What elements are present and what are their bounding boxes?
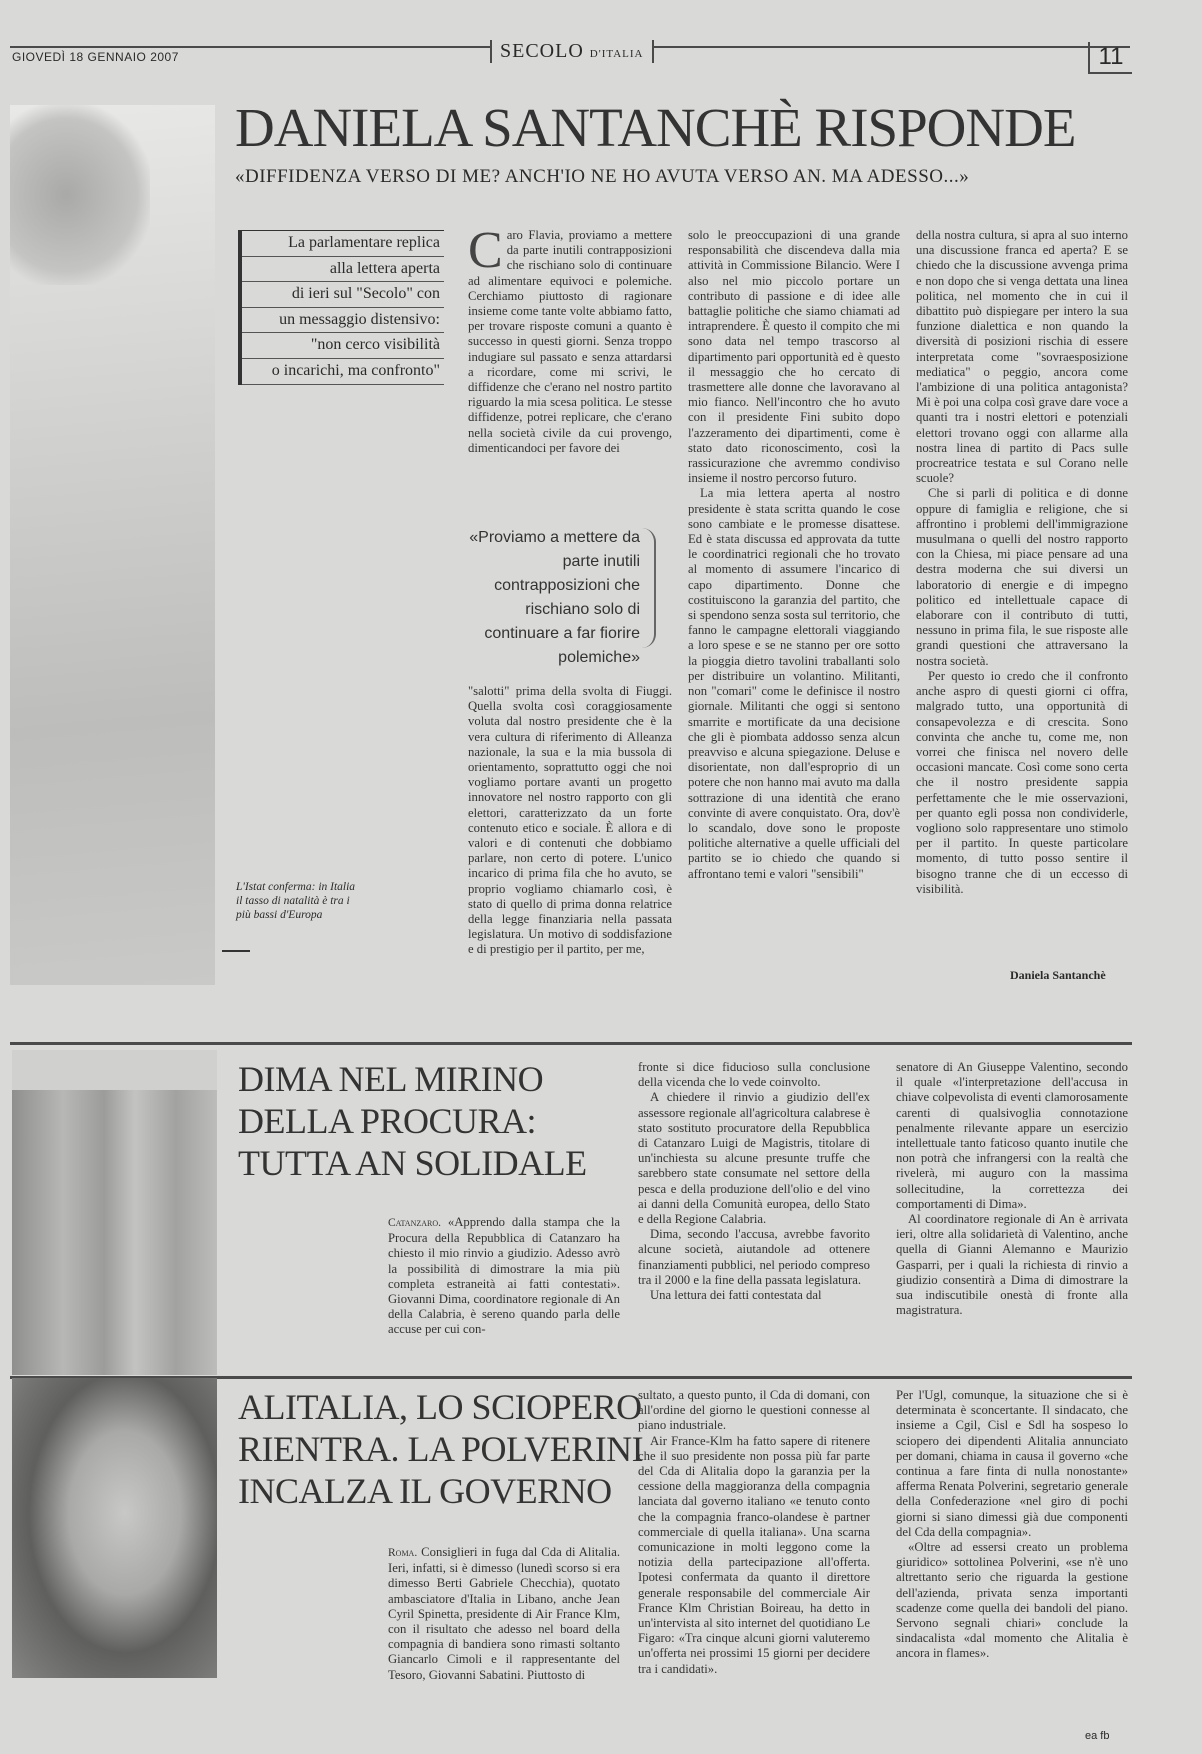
article1-column-1-top — [468, 228, 672, 496]
article2-col2-p3: Dima, secondo l'accusa, avrebbe favorito alcune società, aiutandole ad ottenere finanziamenti pubblici, nel periodo compreso tra il 2000 e la fine della passata legislatura. — [638, 1227, 870, 1287]
signature: Daniela Santanchè — [1010, 968, 1106, 982]
article1-column-3 — [916, 228, 1128, 966]
article3-col2-p2: Air France-Klm ha fatto sapere di ritenere che il suo presidente non possa più far parte del Cda di Alitalia dopo la garanzia per la cessione della maggioranza della compagnia lanciata dal governo italiano «e tenuto conto che la compagnia franco-olandese è partner commerciale di quella italiana». Una scarna comunicazione in molti leggono come la notizia della partecipazione all'offerta. Ipotesi confermata da quanto il direttore generale responsabile del commerciale Air France Klm Christian Boireau, ha detto in un'intervista al sito internet del quotidiano Le Figaro: «Tra cinque alcuni giorni valuteremo un'offerta nei prossimi 15 giorni per decidere tra i candidati». — [638, 1433, 870, 1676]
standfirst-line: di ieri sul "Secolo" con — [242, 282, 444, 308]
photo-caption: L'Istat conferma: in Italia il tasso di natalità è tra i più bassi d'Europa — [236, 881, 356, 921]
article1-col3-p2: Che si parli di politica e di donne oppure di famiglia e religione, che si affrontino i problemi dell'immigrazione musulmana o quelli del nostro rapporto con la Chiesa, mi piace pensare ad una destra moderna che sui diversi un laboratorio di energie e di impegno politico ed intellettuale capace di elaborare con il contributo di tutti, nessuno in prima fila, le sue risposte alle grandi questioni che attraversano la nostra società. — [916, 486, 1128, 668]
drop-cap: C — [468, 228, 503, 279]
standfirst-line: La parlamentare replica — [242, 231, 444, 257]
article1-col3-p1: della nostra cultura, si apra al suo interno una discussione franca ed aperta? E se chiedo che la discussione avvenga prima e non dopo che si venga dettata una linea politica, nel momento che in cui il dibattito può dispiegare per intero la sua funzione dialettica e non quando la diversità di posizioni rischia di essere interpretata come "sovraesposizione mediatica" o peggio, ancora come l'ambizione di una politica antagonista? Mi è poi una colpa così grave dare voce a quanti tra i nostri elettori e potenziali elettori trovano oggi con allarme alla nostra linea di partito di Pacs sulle procreatrice testata e sul Corano nelle scuole? — [916, 228, 1128, 486]
pull-quote-brace — [640, 528, 656, 648]
article3-headline — [238, 1386, 643, 1512]
article3-col2-p1: sultato, a questo punto, il Cda di domani, con all'ordine del giorno le questioni connesse al piano industriale. — [638, 1388, 870, 1433]
headline-line: INCALZA IL GOVERNO — [238, 1471, 612, 1511]
article2-column-2 — [638, 1060, 870, 1375]
paper-title: SECOLO — [500, 40, 584, 62]
coats-photo — [12, 1050, 217, 1375]
standfirst-line: "non cerco visibilità — [242, 333, 444, 359]
article1-subhead: «DIFFIDENZA VERSO DI ME? ANCH'IO NE HO AVUTA VERSO AN. MA ADESSO...» — [235, 166, 970, 187]
standfirst-line: o incarichi, ma confronto" — [242, 359, 444, 385]
article1-pull-quote: «Proviamo a mettere da parte inutili contrapposizioni che rischiano solo di continuare a far fiorire polemiche» — [469, 529, 640, 666]
article2-lead: «Apprendo dalla stampa che la Procura della Repubblica di Catanzaro ha chiesto il mio rinvio a giudizio. Adesso avrò la possibilità di dimostrare la mia più completa estraneità ai fatti contestati». Giovanni Dima, coordinatore regionale di An della Calabria, è sereno quando parla delle accuse per cui con- — [388, 1215, 620, 1337]
paper-subtitle: D'ITALIA — [589, 48, 644, 60]
article1-col1-bottom-text: "salotti" prima della svolta di Fiuggi. Quella svolta così coraggiosamente voluta dal nostro presidente che è la vera cultura di riferimento di Alleanza nazionale, la sua e la mia bussola di orientamento, soprattutto oggi che noi vogliamo portare avanti un progetto innovatore nel nostro rapporto con gli elettori, caratterizzato da un forte contenuto etico e sociale. È allora e di valori e di contenuti che dobbiamo parlare, non certo di potere. L'unico incarico di prima fila che ho avuto, se proprio vogliamo chiamarlo così, è stato di quello di prima donna relatrice della legge finanziaria nella passata legislatura. Un motivo di soddisfazione e di prestigio per il partito, per me, — [468, 684, 672, 957]
standfirst-line: alla lettera aperta — [242, 257, 444, 283]
article3-col3-p2: «Oltre ad essersi creato un problema giuridico» sottolinea Polverini, «se n'è uno altrettanto serio che riguarda la gestione dell'azienda, privata senza importanti scadenze come quella dei bandoli del piano. Servono segnali chiari» conclude la sindacalista «dal momento che Alitalia è ancora in flames». — [896, 1540, 1128, 1661]
masthead — [10, 40, 1130, 76]
newborn-photo — [10, 105, 215, 985]
article1-standfirst — [238, 230, 444, 385]
article1-col3-p3: Per questo io credo che il confronto anche aspro di questi giorni ci offra, malgrado tutto, una opportunità di consapevolezza e di crescita. Sono convinta che anche tu, come me, non vorrei che finisca nel novero delle occasioni mancate. Così come sono certa che il nostro presidente sappia perfettamente che le mie osservazioni, per quanto egli possa non condividerle, vogliono solo rappresentare uno stimolo per il partito. In queste particolare momento, di tutto posso sentire il bisogno tranne che di un eccesso di visibilità. — [916, 668, 1128, 896]
headline-line: DELLA PROCURA: — [238, 1101, 537, 1141]
article2-dateline: Catanzaro. — [388, 1217, 442, 1229]
article3-column-3 — [896, 1388, 1128, 1713]
section-rule — [10, 1042, 1132, 1045]
article2-col3-p2: Al coordinatore regionale di An è arrivata ieri, oltre alla solidarietà di Valentino, anche quella di Gianni Alemanno e Maurizio Gasparri, per i quali la richiesta di rinvio a giudizio consentirà a Dima di dimostrare la sua indiscutibile onestà di fronte alla magistratura. — [896, 1212, 1128, 1318]
article2-column-1 — [388, 1215, 620, 1375]
page-number: 11 — [1088, 42, 1132, 74]
article1-headline: DANIELA SANTANCHÈ RISPONDE — [235, 97, 1076, 158]
article3-column-2 — [638, 1388, 870, 1713]
article3-col3-p1: Per l'Ugl, comunque, la situazione che si è determinata è sconcertante. Il sindacato, che insieme a Cgil, Cisl e Sdl ha sospeso lo sciopero dei dipendenti Alitalia annunciato per domani, chiama in causa il governo «che continua a fare finta di nulla nonostante» afferma Renata Polverini, segretario generale della Confederazione «nel giro di pochi giorni si siano dimessi già due componenti del Cda della compagnia». — [896, 1388, 1128, 1539]
headline-line: RIENTRA. LA POLVERINI — [238, 1429, 644, 1469]
article2-column-3 — [896, 1060, 1128, 1375]
footer-mark: ea fb — [1085, 1730, 1110, 1742]
issue-date: GIOVEDÌ 18 GENNAIO 2007 — [12, 50, 179, 64]
article2-col3-p1: senatore di An Giuseppe Valentino, secondo il quale «l'interpretazione dell'accusa in chiave colpevolista di eventi clamorosamente carenti di qualsivoglia connotazione penalmente rilevante appare un esercizio intellettuale tanto faticoso quanto inutile che non potrà che infrangersi con la realtà che rivelerà, mi auguro con la massima sollecitudine, la correttezza dei comportamenti di Dima». — [896, 1060, 1128, 1211]
article2-col2-p4: Una lettura dei fatti contestata dal — [650, 1288, 822, 1303]
article1-column-2 — [688, 228, 900, 984]
article3-lead: Consiglieri in fuga dal Cda di Alitalia. Ieri, infatti, si è dimesso (lunedì scorso si era dimesso Berti Gabriele Checchia), quotato ambasciatore d'Italia in Libano, anche Jean Cyril Spinetta, presidente di Air France Klm, con il risultato che adesso nel board della compagnia di bandiera sono rimasti soltanto Giancarlo Cimoli e il rappresentante del Tesoro, Giovanni Sabatini. Piuttosto di — [388, 1545, 620, 1682]
article2-col2-p1: fronte si dice fiducioso sulla conclusione della vicenda che lo vede coinvolto. — [638, 1060, 870, 1090]
article3-column-1 — [388, 1545, 620, 1713]
caption-rule — [222, 950, 250, 952]
article1-col2-p2: La mia lettera aperta al nostro presidente è stata scritta quando le cose sono cambiate e le promesse disattese. Ed è stata discussa ed approvata da tutte le coordinatrici regionali che ho trovato al momento di assumere l'incarico di capo dipartimento. Donne che costituiscono la garanzia del partito, che si spendono senza sosta sul territorio, che fanno le campagne elettorali viaggiando a loro spese e se ne stanno per ore sotto la pioggia dietro tavolini traballanti solo per distribuire un volantino. Militanti, non "comari" come le definisce il nostro giornale. Militanti che oggi si sentono smarrite e mortificate da una decisione che gli è piombata addosso senza alcun preavviso e alcuna spiegazione. Deluse e disorientate, non dall'esproprio di un potere che non hanno mai avuto ma dalla sottrazione di una identità che erano convinte di avere conquistato. Ora, dov'è lo scandalo, dove sono le proposte politiche alternative a quelle ufficiali del partito se io chiedo che quando si affrontano temi e valori "sensibili" — [688, 486, 900, 881]
article1-column-1-bottom — [468, 684, 672, 984]
article2-headline — [238, 1058, 587, 1184]
article1-col1-text: aro Flavia, proviamo a mettere da parte inutili contrapposizioni che rischiano solo di continuare ad alimentare equivoci e polemiche. Cerchiamo piuttosto di ragionare insieme come tante volte abbiamo fatto, per trovare risposte comuni a quanto è successo in questi giorni. Senza troppo indugiare sul passato e senza attardarsi a ricordare, come mi scrivi, le diffidenze che c'erano nel nostro partito riguardo la mia scesa politica. Le stesse diffidenze, potrei replicare, che c'erano nella società civile da cui provengo, dimenticandoci per favore dei — [468, 228, 672, 455]
article3-dateline: Roma. — [388, 1547, 418, 1559]
polverini-photo — [12, 1378, 217, 1678]
article1-col2-p1: solo le preoccupazioni di una grande responsabilità che discendeva dalla mia attività in Commissione Bilancio. Were I also nel mio piccolo portare un contributo di passione e di idee alle battaglie politiche che siamo chiamati ad intraprendere. È questo il compito che mi sono data nel tempo trascorso al dipartimento pari opportunità ed è questo il messaggio che ho cercato di trasmettere alle donne che lavoravano al mio fianco. Nell'incontro che ho avuto con il presidente Fini subito dopo l'azzeramento dei dipartimenti, come è stato dato riconoscimento, così la rassicurazione che avremmo condiviso insieme il nostro percorso futuro. — [688, 228, 900, 486]
paper-name — [490, 40, 654, 63]
headline-line: DIMA NEL MIRINO — [238, 1059, 544, 1099]
headline-line: ALITALIA, LO SCIOPERO — [238, 1387, 642, 1427]
standfirst-line: un messaggio distensivo: — [242, 308, 444, 334]
headline-line: TUTTA AN SOLIDALE — [238, 1143, 587, 1183]
article2-col2-p2: A chiedere il rinvio a giudizio dell'ex assessore regionale all'agricoltura calabrese è stato sostituto procuratore della Repubblica di Catanzaro Luigi de Magistris, titolare di un'inchiesta su alcune presunte truffe che sarebbero state consumate nel settore della pesca e della produzione dell'olio e del vino ai danni della Comunità europea, dello Stato e della Regione Calabria. — [638, 1090, 870, 1227]
